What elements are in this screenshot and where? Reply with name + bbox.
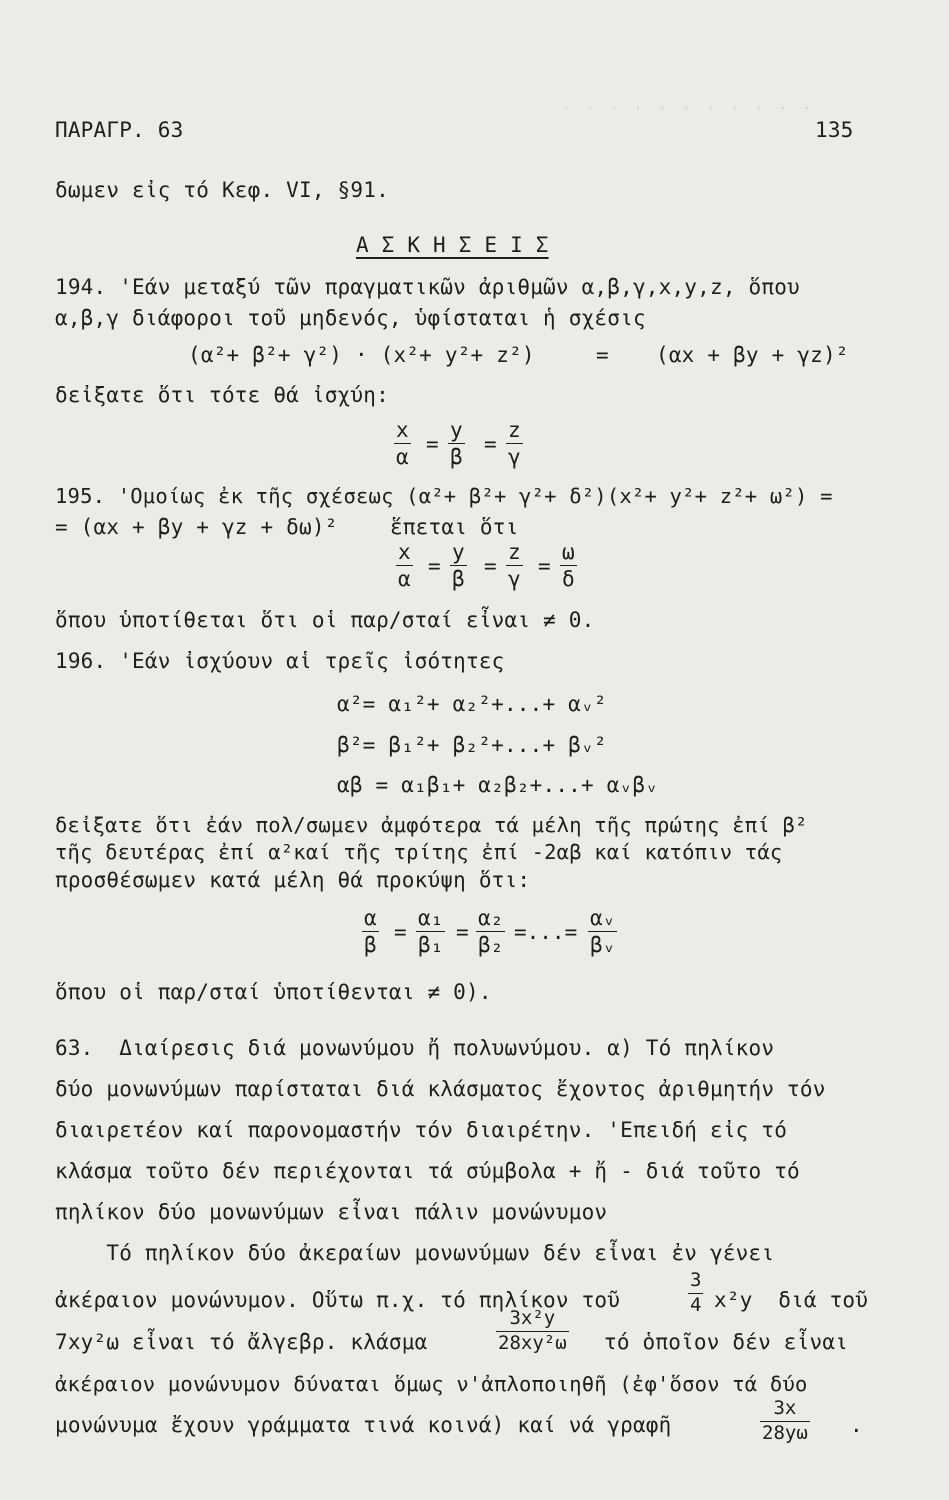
ex194-frac-y-beta xyxy=(448,418,465,469)
fraction-bar xyxy=(394,443,411,444)
sec63-line6: Τό πηλίκον δύο ἀκεραίων μονωνύμων δέν εἶναι ἐν γένει xyxy=(55,1241,775,1265)
ex196-line4: προσθέσωμεν κατά μέλη θά προκύψη ὅτι: xyxy=(55,868,531,892)
sec63-line8b: τό ὁποῖον δέν εἶναι xyxy=(604,1330,849,1354)
denominator: γ xyxy=(508,567,521,592)
sec63-line2: δύο μονωνύμων παρίσταται διά κλάσματος ἔχοντος ἀριθμητήν τόν xyxy=(55,1077,826,1101)
numerator: 3x xyxy=(773,1397,797,1419)
section-header: ΠΑΡΑΓΡ. 63 xyxy=(55,118,184,142)
sec63-line3: διαιρετέον καί παρονομαστήν τόν διαιρέτην. 'Επειδή εἰς τό xyxy=(55,1118,788,1142)
equals-dots: =...= xyxy=(514,920,578,944)
sec63-line8a: 7xy²ω εἶναι τό ἄλγεβρ. κλάσμα xyxy=(55,1330,428,1354)
equals-sign: = xyxy=(428,554,441,578)
numerator: α₂ xyxy=(478,906,504,930)
denominator: βᵥ xyxy=(590,933,616,958)
ex195-line2a: = (αx + βy + γz + δω)² xyxy=(55,515,338,539)
ex195-line2b: ἕπεται ὅτι xyxy=(390,515,519,539)
denominator: 28yω xyxy=(762,1421,808,1444)
fraction-bar xyxy=(450,565,467,566)
numerator: 3x²y xyxy=(509,1307,556,1329)
denominator: α xyxy=(398,567,411,592)
numerator: y xyxy=(450,418,463,442)
bleed-through-text: · · · · · · · · · · · xyxy=(560,96,813,120)
exercises-title: Α Σ Κ Η Σ Ε Ι Σ xyxy=(356,233,549,257)
equals-sign: = xyxy=(538,554,551,578)
numerator: α₁ xyxy=(418,906,444,930)
ex194-formula-left: (α²+ β²+ γ²) · (x²+ y²+ z²) xyxy=(188,343,535,367)
ex196-frac-alpha1-beta1 xyxy=(416,906,445,957)
ex195-line3: ὅπου ὑποτίθεται ὅτι οἱ παρ/σταί εἶναι ≠ 0. xyxy=(55,608,595,632)
numerator: y xyxy=(452,540,465,564)
sec63-line9: ἀκέραιον μονώνυμον δύναται ὅμως ν'ἀπλοποιηθῆ (ἐφ'ὅσον τά δύο xyxy=(55,1372,808,1396)
equals-sign: = xyxy=(394,920,407,944)
fraction-bar xyxy=(362,931,379,932)
ex196-line2: δεἰξατε ὅτι ἐάν πολ/σωμεν ἀμφότερα τά μέλη τῆς πρώτης ἐπί β² xyxy=(55,813,808,837)
ex195-line1: 195. 'Ομοίως ἐκ τῆς σχέσεως (α²+ β²+ γ²+ δ²)(x²+ y²+ z²+ ω²) = xyxy=(55,484,833,508)
numerator: z xyxy=(508,418,521,442)
equals-sign: = xyxy=(456,920,469,944)
ex196-line3: τῆς δευτέρας ἐπί α²καί τῆς τρίτης ἐπί -2αβ καί κατόπιν τάς xyxy=(55,840,783,864)
numerator: z xyxy=(508,540,521,564)
denominator: γ xyxy=(508,445,521,470)
numerator: 3 xyxy=(690,1269,702,1291)
ex194-line3: δεἰξατε ὅτι τότε θά ἰσχύη: xyxy=(55,383,389,407)
denominator: 4 xyxy=(690,1293,702,1316)
equals-sign: = xyxy=(484,554,497,578)
ex196-line1: 196. 'Εάν ἰσχύουν αἱ τρεῖς ἰσότητες xyxy=(55,649,505,673)
sec63-line7a: ἀκέραιον μονώνυμον. Οὕτω π.χ. τό πηλίκον τοῦ xyxy=(55,1288,621,1312)
equals-sign: = xyxy=(484,432,497,456)
sec63-frac-3x xyxy=(760,1398,810,1445)
fraction-bar xyxy=(588,931,617,932)
ex194-frac-x-alpha xyxy=(394,418,411,469)
ex195-frac-z-gamma xyxy=(506,540,523,591)
ex194-frac-z-gamma xyxy=(506,418,523,469)
numerator: α xyxy=(364,906,377,930)
ex196-eq2: β²= β₁²+ β₂²+...+ βᵥ² xyxy=(337,733,607,757)
fraction-bar xyxy=(416,931,445,932)
numerator: αᵥ xyxy=(590,906,616,930)
ex194-formula-right: (αx + βy + γz)² xyxy=(656,343,849,367)
numerator: ω xyxy=(562,540,575,564)
denominator: δ xyxy=(562,567,575,592)
intro-line: δωμεν εἰς τό Κεφ. VI, §91. xyxy=(55,178,389,202)
ex196-line5: ὅπου οἱ παρ/σταί ὑποτίθενται ≠ 0). xyxy=(55,980,492,1004)
sec63-frac-algebraic xyxy=(496,1308,569,1355)
denominator: β₂ xyxy=(478,933,504,958)
ex194-formula-eq: = xyxy=(596,343,609,367)
ex195-frac-omega-delta xyxy=(560,540,577,591)
fraction-bar xyxy=(396,565,413,566)
ex195-frac-x-alpha xyxy=(396,540,413,591)
sec63-line4: κλάσμα τοῦτο δέν περιέχονται τά σύμβολα + ἤ - διά τοῦτο τό xyxy=(55,1159,800,1183)
fraction-bar xyxy=(560,565,577,566)
final-period: . xyxy=(850,1413,863,1437)
sec63-line7b: x²y διά τοῦ xyxy=(714,1288,869,1312)
sec63-line1: 63. Διαίρεσις διά μονωνύμου ἤ πολυωνύμου. α) Τό πηλίκον xyxy=(55,1036,775,1060)
fraction-bar xyxy=(448,443,465,444)
ex194-line2: α,β,γ διάφοροι τοῦ μηδενός, ὑφίσταται ἡ σχέσις xyxy=(55,306,646,330)
ex196-eq3: αβ = α₁β₁+ α₂β₂+...+ αᵥβᵥ xyxy=(337,773,659,797)
denominator: β xyxy=(364,933,377,958)
denominator: β xyxy=(450,445,463,470)
denominator: 28xy²ω xyxy=(498,1331,567,1354)
ex196-frac-alpha-beta xyxy=(362,906,379,957)
ex196-frac-alphav-betav xyxy=(588,906,617,957)
sec63-line5: πηλίκον δύο μονωνύμων εἶναι πάλιν μονώνυμον xyxy=(55,1200,608,1224)
ex194-line1: 194. 'Εάν μεταξύ τῶν πραγματικῶν ἀριθμῶν α,β,γ,x,y,z, ὅπου xyxy=(55,275,800,299)
ex196-eq1: α²= α₁²+ α₂²+...+ αᵥ² xyxy=(337,692,607,716)
denominator: α xyxy=(396,445,409,470)
sec63-line10: μονώνυμα ἔχουν γράμματα τινά κοινά) καί νά γραφῆ xyxy=(55,1413,672,1437)
numerator: x xyxy=(398,540,411,564)
denominator: β₁ xyxy=(418,933,444,958)
fraction-bar xyxy=(506,565,523,566)
ex195-frac-y-beta xyxy=(450,540,467,591)
ex196-frac-alpha2-beta2 xyxy=(476,906,505,957)
page-number: 135 xyxy=(815,118,854,142)
denominator: β xyxy=(452,567,465,592)
fraction-bar xyxy=(476,931,505,932)
numerator: x xyxy=(396,418,409,442)
fraction-bar xyxy=(506,443,523,444)
sec63-frac-3-4 xyxy=(688,1270,703,1317)
equals-sign: = xyxy=(426,432,439,456)
